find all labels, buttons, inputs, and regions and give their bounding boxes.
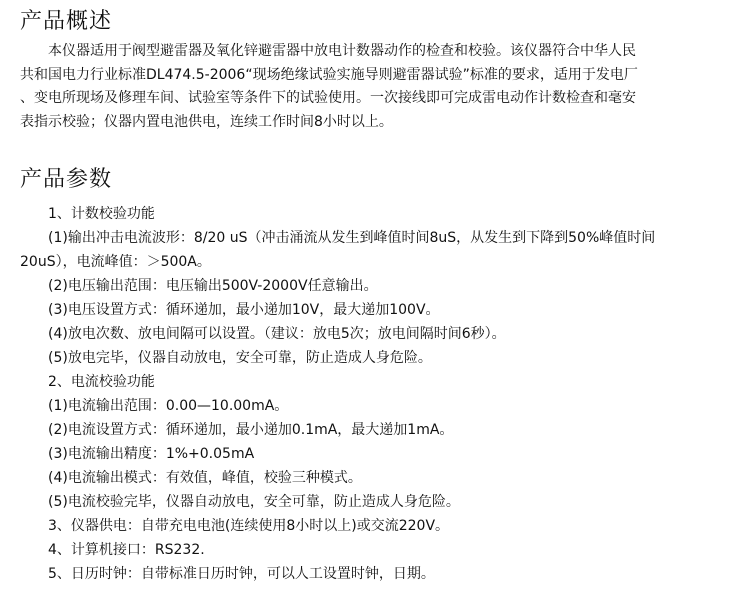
params-section-clock: 5、日历时钟：自带标准日历时钟，可以人工设置时钟，日期。: [48, 566, 435, 582]
params-item: (2)电流设置方式：循环递加，最小递加0.1mA，最大递加1mA。: [48, 422, 454, 438]
params-item: (5)放电完毕，仪器自动放电，安全可靠，防止造成人身危险。: [48, 350, 432, 366]
params-section-count: 1、计数校验功能: [48, 206, 155, 222]
params-heading: 产品参数: [20, 167, 113, 192]
overview-paragraph: [20, 40, 734, 134]
params-item: (3)电压设置方式：循环递加，最小递加10V，最大递加100V。: [48, 302, 440, 318]
params-item-continuation: 20uS），电流峰值：＞500A。: [20, 254, 211, 270]
params-item: (1)电流输出范围：0.00—10.00mA。: [48, 398, 289, 414]
overview-line: 共和国电力行业标准DL474.5-2006“现场绝缘试验实施导则避雷器试验”标准的要求，适用于发电厂: [20, 66, 638, 83]
params-item: (5)电流校验完毕，仪器自动放电，安全可靠，防止造成人身危险。: [48, 494, 460, 510]
overview-line: 表指示校验；仪器内置电池供电，连续工作时间8小时以上。: [20, 113, 393, 130]
params-item: (2)电压输出范围：电压输出500V-2000V任意输出。: [48, 278, 378, 294]
params-item: (1)输出冲击电流波形：8/20 uS（冲击涌流从发生到峰值时间8uS，从发生到下降到50%峰值时间: [48, 230, 656, 246]
params-list: [20, 202, 734, 586]
overview-line: 、变电所现场及修理车间、试验室等条件下的试验使用。一次接线即可完成雷电动作计数检查和毫安: [20, 90, 636, 106]
params-item: (3)电流输出精度：1%+0.05mA: [48, 446, 255, 462]
overview-line: 本仪器适用于阀型避雷器及氧化锌避雷器中放电计数器动作的检查和校验。该仪器符合中华人民: [48, 43, 636, 59]
params-item: (4)放电次数、放电间隔可以设置。（建议：放电5次；放电间隔时间6秒）。: [48, 326, 506, 342]
params-item: (4)电流输出模式：有效值，峰值，校验三种模式。: [48, 470, 362, 486]
overview-heading: 产品概述: [20, 9, 113, 34]
params-section-power: 3、仪器供电：自带充电电池(连续使用8小时以上)或交流220V。: [48, 518, 450, 534]
params-section-current: 2、电流校验功能: [48, 374, 155, 390]
params-section-interface: 4、计算机接口：RS232.: [48, 542, 205, 558]
